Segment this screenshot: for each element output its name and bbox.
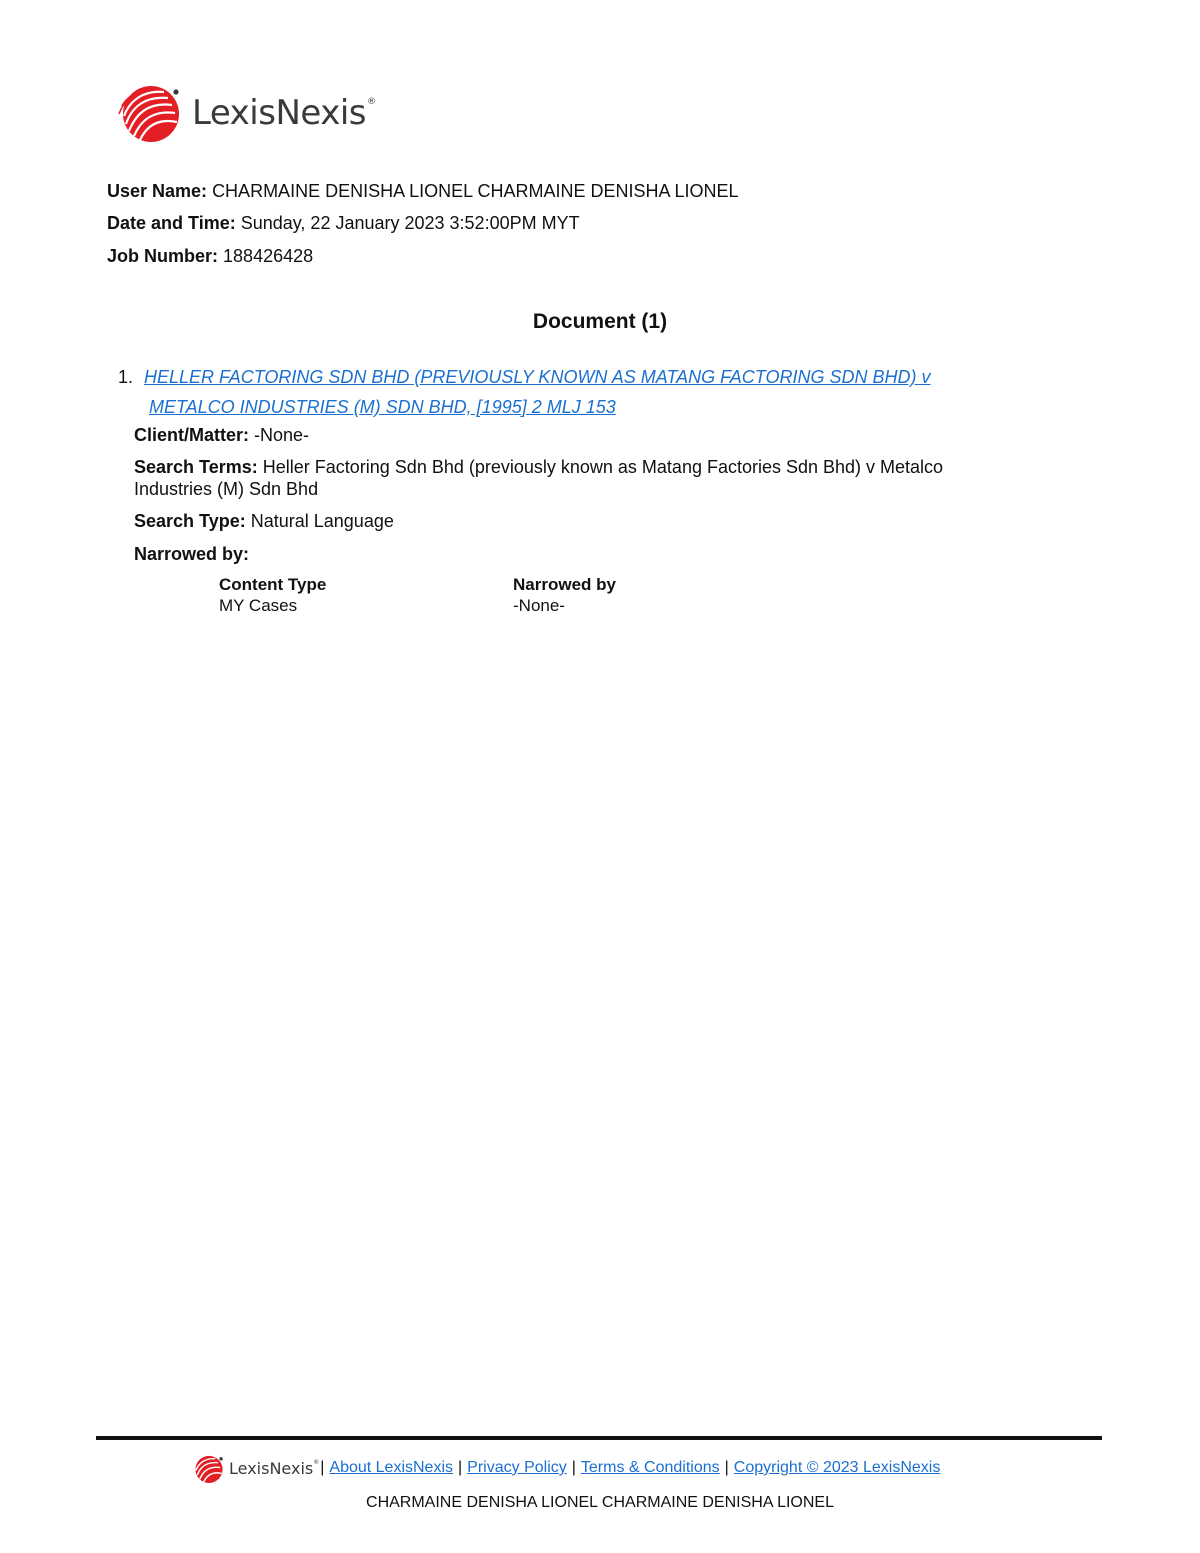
content-type-column [219,574,326,616]
narrowed-by-header: Narrowed by [513,575,616,594]
search-terms-value: Heller Factoring Sdn Bhd (previously known as Matang Factories Sdn Bhd) v Metalco Industries (M) Sdn Bhd [134,457,944,499]
privacy-policy-link[interactable]: Privacy Policy [467,1459,567,1476]
about-lexisnexis-link[interactable]: About LexisNexis [329,1459,454,1476]
result-title-link[interactable] [144,362,1038,422]
result-title-line2: METALCO INDUSTRIES (M) SDN BHD, [1995] 2 MLJ 153 [149,397,616,417]
lexisnexis-sphere-icon [192,1453,224,1484]
brand-wordmark: LexisNexis® [192,93,376,133]
date-time-label: Date and Time: [107,213,236,233]
footer-user-name: CHARMAINE DENISHA LIONEL CHARMAINE DENISHA LIONEL [366,1494,834,1511]
copyright-link[interactable]: Copyright © 2023 LexisNexis [733,1459,941,1476]
user-name-value: CHARMAINE DENISHA LIONEL CHARMAINE DENISHA LIONEL [212,181,739,201]
client-matter-value: -None- [254,425,310,445]
client-matter-label: Client/Matter: [134,425,250,445]
narrowed-by-label: Narrowed by: [134,544,250,564]
result-title-line1: HELLER FACTORING SDN BHD (PREVIOUSLY KNOWN AS MATANG FACTORING SDN BHD) v [144,367,931,387]
footer-separator: | [724,1459,729,1476]
footer-divider [96,1436,1102,1440]
job-number-label: Job Number: [107,246,219,266]
footer-separator: | [458,1459,463,1476]
client-matter-line [134,424,1034,446]
lexisnexis-logo [116,80,375,144]
result-number: 1. [118,367,134,387]
document-heading: Document (1) [532,310,668,333]
search-type-line [134,510,1034,532]
narrowed-by-value: -None- [513,596,565,615]
search-type-value: Natural Language [250,511,394,531]
search-terms-label: Search Terms: [134,457,258,477]
content-type-header: Content Type [219,575,327,594]
footer-links-bar [192,1452,940,1484]
terms-conditions-link[interactable]: Terms & Conditions [580,1459,720,1476]
footer-separator: | [320,1459,325,1476]
search-terms-line [134,456,1024,500]
footer-separator: | [571,1459,576,1476]
footer-brand-wordmark: LexisNexis® [229,1458,320,1478]
job-number-line [107,245,313,267]
content-type-value: MY Cases [219,596,298,615]
date-time-value: Sunday, 22 January 2023 3:52:00PM MYT [240,213,580,233]
user-name-label: User Name: [107,181,208,201]
narrowed-by-line [134,543,1034,565]
user-name-line [107,180,739,202]
result-item [118,362,1038,422]
date-time-line [107,212,580,234]
lexisnexis-sphere-icon [116,80,182,144]
narrowed-by-column [513,574,616,616]
search-type-label: Search Type: [134,511,246,531]
job-number-value: 188426428 [223,246,314,266]
